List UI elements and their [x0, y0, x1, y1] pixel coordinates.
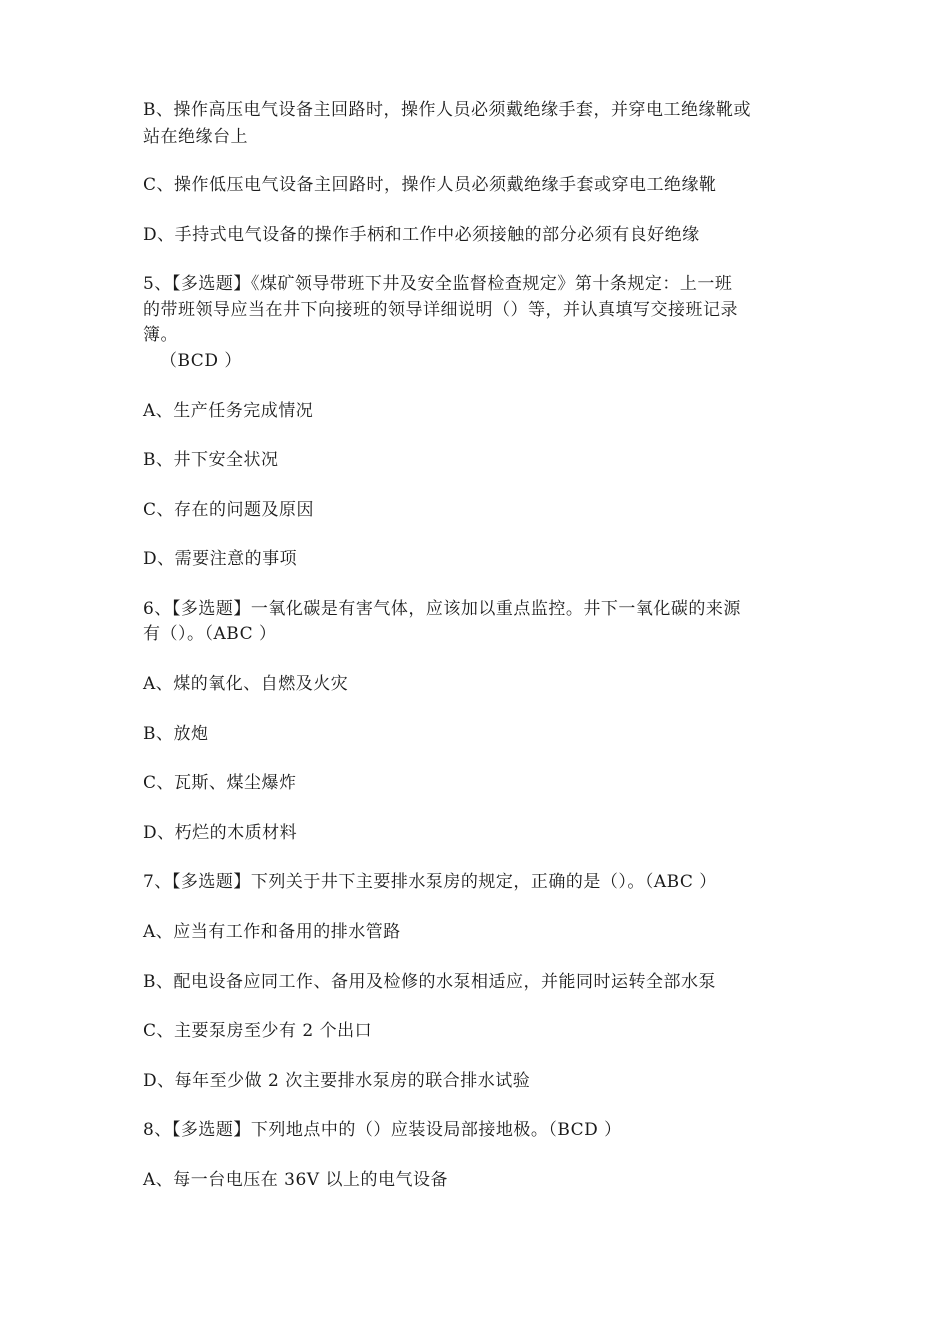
q6-stem-line1: 6、【多选题】一氧化碳是有害气体，应该加以重点监控。井下一氧化碳的来源: [143, 599, 741, 619]
q5-option-b: B、井下安全状况: [143, 450, 279, 470]
q6-option-a: A、煤的氧化、自燃及火灾: [143, 674, 349, 694]
q6-option-c: C、瓦斯、煤尘爆炸: [143, 773, 297, 793]
q8-option-a: A、每一台电压在 36V 以上的电气设备: [143, 1170, 448, 1190]
q4-option-d: D、手持式电气设备的操作手柄和工作中必须接触的部分必须有良好绝缘: [143, 225, 700, 245]
q7-option-b: B、配电设备应同工作、备用及检修的水泵相适应，并能同时运转全部水泵: [143, 972, 716, 992]
q5-stem-line1: 5、【多选题】《煤矿领导带班下井及安全监督检查规定》第十条规定：上一班: [143, 274, 733, 294]
q5-stem-line3: 簿。: [143, 325, 178, 345]
q8-stem: 8、【多选题】下列地点中的（）应装设局部接地极。（BCD ）: [143, 1120, 622, 1140]
q5-option-d: D、需要注意的事项: [143, 549, 298, 569]
q4-option-b-line2: 站在绝缘台上: [143, 127, 248, 147]
q6-option-b: B、放炮: [143, 724, 209, 744]
q5-option-c: C、存在的问题及原因: [143, 500, 315, 520]
q7-option-d: D、每年至少做 2 次主要排水泵房的联合排水试验: [143, 1071, 531, 1091]
q5-answer: （BCD ）: [160, 351, 242, 371]
q7-option-c: C、主要泵房至少有 2 个出口: [143, 1021, 373, 1041]
q7-option-a: A、应当有工作和备用的排水管路: [143, 922, 401, 942]
q4-option-b-line1: B、操作高压电气设备主回路时，操作人员必须戴绝缘手套，并穿电工绝缘靴或: [143, 100, 751, 120]
q6-option-d: D、朽烂的木质材料: [143, 823, 298, 843]
q5-stem-line2: 的带班领导应当在井下向接班的领导详细说明（）等，并认真填写交接班记录: [143, 300, 738, 320]
q4-option-c: C、操作低压电气设备主回路时，操作人员必须戴绝缘手套或穿电工绝缘靴: [143, 175, 717, 195]
q5-option-a: A、生产任务完成情况: [143, 401, 314, 421]
q7-stem: 7、【多选题】下列关于井下主要排水泵房的规定，正确的是（）。（ABC ）: [143, 872, 717, 892]
q6-stem-line2: 有（）。（ABC ）: [143, 624, 277, 644]
